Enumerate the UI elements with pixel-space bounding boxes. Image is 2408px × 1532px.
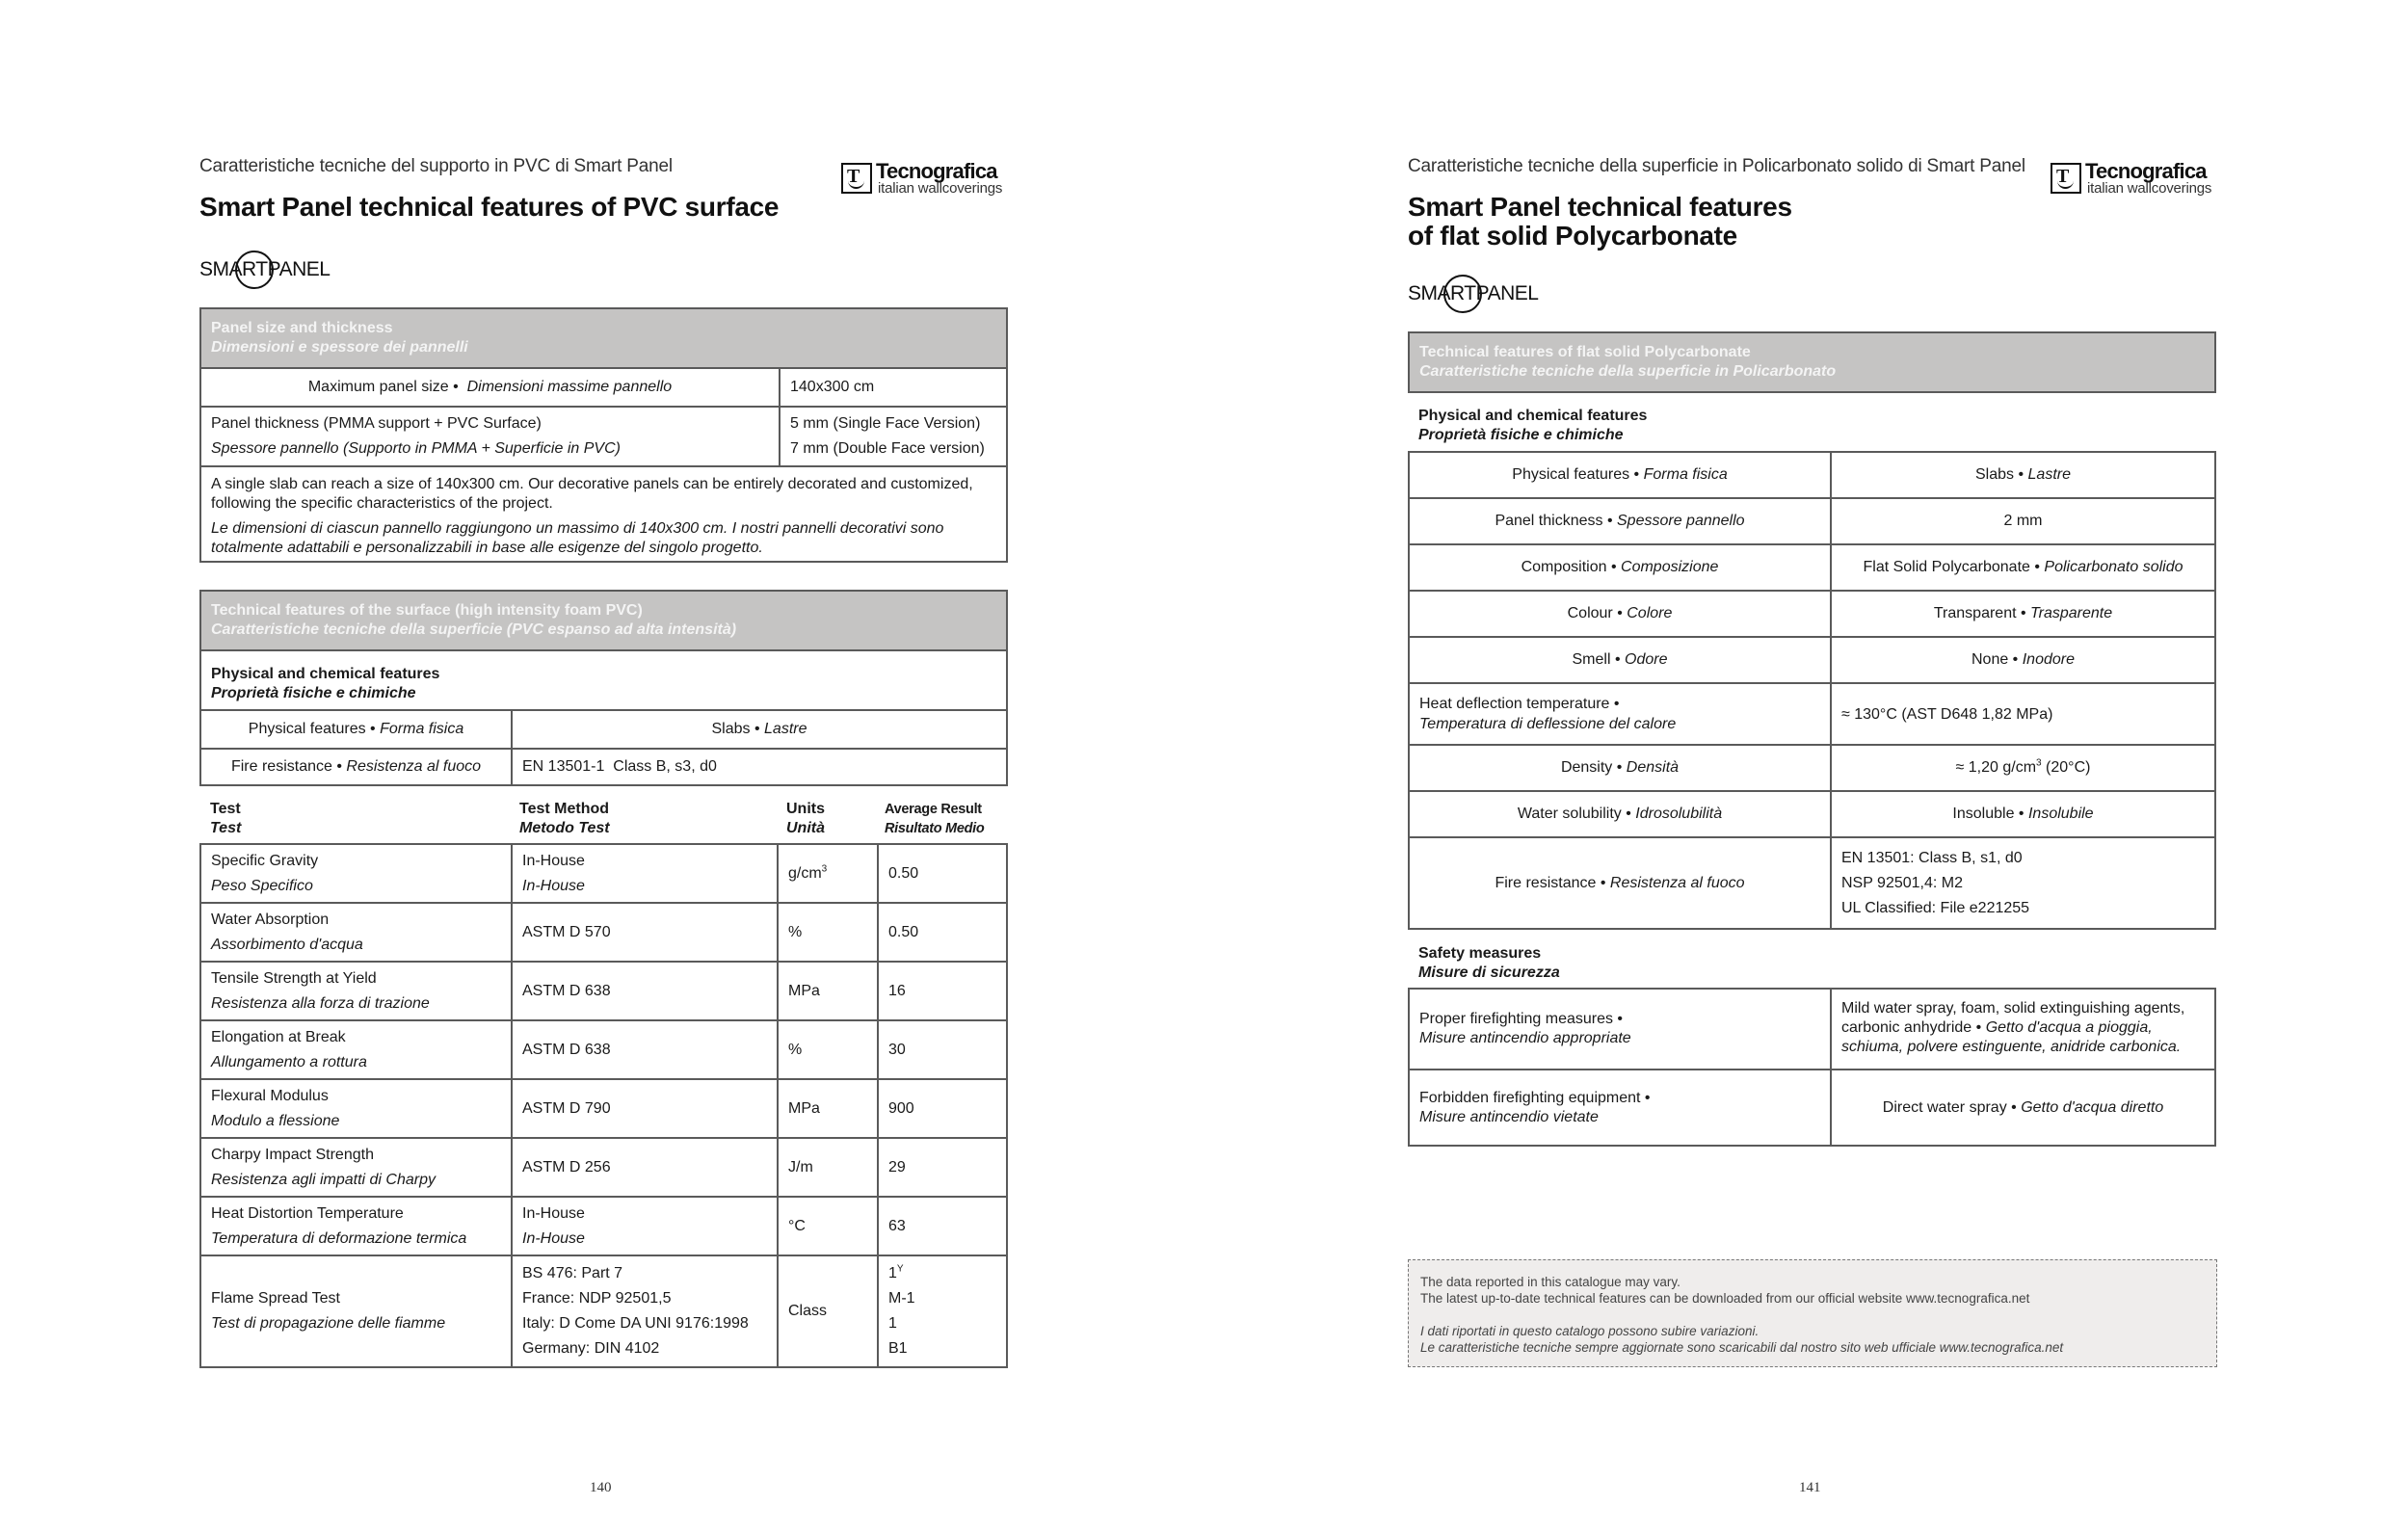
disclaimer-box: [1408, 1259, 2217, 1367]
value-it: Getto d'acqua a pioggia, schiuma, polvere estinguente, anidride carbonica.: [1841, 1019, 2182, 1055]
test-en: Elongation at Break: [211, 1028, 346, 1045]
value-it: Lastre: [764, 721, 807, 737]
method: Germany: DIN 4102: [522, 1340, 660, 1357]
label-en: Density •: [1560, 759, 1623, 776]
value: UL Classified: File e221255: [1841, 899, 2030, 916]
label-en: Panel thickness •: [1495, 513, 1613, 529]
disclaimer-it: Le caratteristiche tecniche sempre aggiornate sono scaricabili dal nostro sito web ufficiale www.tecnografica.net: [1420, 1340, 2064, 1355]
col-en: Average Result: [885, 802, 982, 817]
section-label: [211, 665, 439, 703]
result: 1: [888, 1315, 897, 1332]
label-en: Forbidden firefighting equipment •: [1419, 1089, 1651, 1106]
table-row: [1410, 744, 2214, 790]
value: NSP 92501,4: M2: [1841, 874, 1964, 891]
result: M-1: [888, 1290, 915, 1307]
method: In-House: [522, 1229, 585, 1247]
surface-table: [199, 590, 1008, 786]
test-it: Resistenza alla forza di trazione: [211, 994, 430, 1012]
value-en: 2 mm: [2003, 513, 2043, 529]
method: Italy: D Come DA UNI 9176:1998: [522, 1315, 749, 1332]
panel-size-table: [199, 307, 1008, 563]
label-en: Proper firefighting measures •: [1419, 1011, 1624, 1027]
method: ASTM D 256: [522, 1158, 611, 1175]
value-superscript: 3: [2036, 757, 2042, 769]
label-en: Water solubility •: [1517, 806, 1631, 822]
test-it: Test di propagazione delle fiamme: [211, 1315, 446, 1332]
method: In-House: [522, 1204, 585, 1222]
section-it: Misure di sicurezza: [1418, 964, 1560, 981]
polycarbonate-properties-table: [1408, 451, 2216, 930]
label-it: Spessore pannello: [1617, 513, 1745, 529]
table-row: [1410, 451, 2214, 497]
result: 30: [888, 1041, 906, 1058]
table-note-row: [201, 465, 1006, 561]
brand-tagline: italian wallcoverings: [2087, 180, 2212, 197]
unit: Class: [788, 1303, 828, 1319]
smartpanel-logo: [199, 251, 334, 289]
table-header: [201, 309, 1006, 369]
test-it: Allungamento a rottura: [211, 1053, 367, 1070]
unit: g/cm: [788, 864, 822, 882]
table-row: [201, 406, 1006, 465]
label-en: Panel thickness (PMMA support + PVC Surface): [211, 415, 542, 432]
value-en: Transparent •: [1933, 605, 2026, 621]
unit: %: [788, 1041, 803, 1058]
table-row: [201, 1196, 1006, 1255]
header-en: Technical features of the surface (high intensity foam PVC): [211, 602, 643, 619]
value: EN 13501-1 Class B, s3, d0: [522, 758, 717, 775]
logo-part: PANEL: [267, 258, 331, 280]
tests-table: [199, 843, 1008, 1368]
test-it: Peso Specifico: [211, 877, 313, 894]
unit: MPa: [788, 1099, 820, 1117]
label-it: Forma fisica: [380, 721, 464, 737]
page-subtitle: Caratteristiche tecniche del supporto in PVC di Smart Panel: [199, 156, 673, 176]
value-it: Trasparente: [2030, 605, 2113, 621]
unit-superscript: 3: [821, 863, 828, 875]
label-it: Resistenza al fuoco: [1609, 874, 1745, 891]
brand-name: Tecnografica: [876, 159, 997, 183]
tecnografica-logo: [841, 159, 1010, 198]
tecnografica-mark-icon: T: [2051, 163, 2081, 194]
smartpanel-logo: [1408, 275, 1543, 313]
section-en: Safety measures: [1418, 945, 1542, 962]
result: B1: [888, 1340, 908, 1357]
header-it: Dimensioni e spessore dei pannelli: [211, 339, 468, 356]
table-row: [201, 1019, 1006, 1078]
result: 16: [888, 982, 906, 999]
result: 900: [888, 1099, 914, 1117]
logo-part: ART: [228, 258, 268, 280]
value-it: Getto d'acqua diretto: [2021, 1098, 2164, 1116]
label-it: Resistenza al fuoco: [346, 758, 482, 775]
logo-part: SM: [1408, 282, 1438, 304]
value: 5 mm (Single Face Version): [790, 415, 981, 432]
test-en: Specific Gravity: [211, 852, 319, 869]
column-header-result: [885, 800, 984, 838]
col-it: Test: [210, 820, 242, 836]
method: France: NDP 92501,5: [522, 1290, 672, 1307]
section-en: Physical and chemical features: [211, 666, 440, 682]
value-it: Insolubile: [2027, 806, 2094, 822]
table-row: [1410, 497, 2214, 543]
method: ASTM D 638: [522, 1041, 611, 1058]
value: ≈ 1,20 g/cm: [1955, 759, 2037, 776]
header-it: Caratteristiche tecniche della superficie (PVC espanso ad alta intensità): [211, 621, 737, 638]
label-en: Physical features •: [248, 721, 376, 737]
test-it: Modulo a flessione: [211, 1112, 340, 1129]
test-en: Heat Distortion Temperature: [211, 1204, 404, 1222]
table-row: [201, 1078, 1006, 1137]
table-row: [1410, 790, 2214, 836]
unit: %: [788, 923, 803, 940]
label-it: Dimensioni massime pannello: [466, 379, 673, 395]
logo-part: SM: [199, 258, 229, 280]
value: (20°C): [2041, 759, 2091, 776]
tecnografica-logo: [2051, 159, 2219, 198]
result: 1: [888, 1265, 897, 1281]
method: ASTM D 638: [522, 982, 611, 999]
safety-table: [1408, 988, 2216, 1147]
logo-part: ART: [1437, 282, 1476, 304]
disclaimer-en: The data reported in this catalogue may vary.: [1420, 1275, 1680, 1289]
col-en: Test Method: [519, 801, 610, 817]
col-it: Metodo Test: [519, 820, 610, 836]
label-it: Densità: [1626, 759, 1680, 776]
label-it: Odore: [1625, 651, 1668, 668]
note-en: A single slab can reach a size of 140x300 cm. Our decorative panels can be entirely decorated and customized, following the specific characteristics of the project.: [211, 476, 973, 512]
label-it: Temperatura di deflessione del calore: [1419, 716, 1677, 732]
value-it: Policarbonato solido: [2044, 559, 2183, 575]
column-header-test: [210, 800, 241, 838]
page-number: 140: [590, 1480, 612, 1495]
table-row: [201, 367, 1006, 406]
safety-section-label: [1418, 944, 1560, 983]
label-it: Forma fisica: [1643, 466, 1728, 483]
value: 7 mm (Double Face version): [790, 440, 985, 457]
test-it: Temperatura di deformazione termica: [211, 1229, 467, 1247]
tecnografica-mark-icon: T: [841, 163, 872, 194]
column-header-method: [519, 800, 610, 838]
method: In-House: [522, 852, 585, 869]
label-it: Spessore pannello (Supporto in PMMA + Superficie in PVC): [211, 440, 621, 457]
table-header: [201, 592, 1006, 651]
unit: J/m: [788, 1158, 813, 1175]
label-it: Misure antincendio vietate: [1419, 1108, 1599, 1125]
table-row: [1410, 1069, 2214, 1145]
test-it: Resistenza agli impatti di Charpy: [211, 1171, 436, 1188]
test-en: Charpy Impact Strength: [211, 1146, 374, 1163]
table-row: [201, 902, 1006, 961]
label-it: Composizione: [1621, 559, 1719, 575]
test-en: Flexural Modulus: [211, 1087, 329, 1104]
col-it: Unità: [786, 820, 825, 836]
table-row: [201, 843, 1006, 902]
column-header-units: [786, 800, 825, 838]
polycarbonate-table-header: [1408, 331, 2216, 393]
page-number: 141: [1799, 1480, 1821, 1495]
table-row: [1410, 590, 2214, 636]
label-it: Misure antincendio appropriate: [1419, 1030, 1631, 1046]
page-subtitle: Caratteristiche tecniche della superficie in Policarbonato solido di Smart Panel: [1408, 156, 2025, 176]
section-en: Physical and chemical features: [1418, 408, 1648, 424]
method: BS 476: Part 7: [522, 1265, 623, 1281]
method: In-House: [522, 877, 585, 894]
table-row: [201, 709, 1006, 748]
table-header: [1410, 333, 2214, 391]
disclaimer-it: I dati riportati in questo catalogo possono subire variazioni.: [1420, 1324, 1760, 1338]
title-line: of flat solid Polycarbonate: [1408, 221, 1737, 251]
note-it: Le dimensioni di ciascun pannello raggiungono un massimo di 140x300 cm. I nostri pannelli decorativi sono totalmente adattabili e personalizzabili in base alle esigenze del singolo progetto.: [211, 520, 944, 556]
value: 140x300 cm: [790, 379, 875, 395]
disclaimer-en: The latest up-to-date technical features can be downloaded from our official website www.tecnografica.net: [1420, 1291, 2030, 1306]
col-it: Risultato Medio: [885, 821, 985, 836]
test-it: Assorbimento d'acqua: [211, 936, 363, 953]
result: 0.50: [888, 923, 919, 940]
table-row: [201, 1137, 1006, 1196]
unit: MPa: [788, 982, 820, 999]
table-row: [1410, 636, 2214, 682]
col-en: Units: [786, 801, 825, 817]
page-title: [1408, 193, 1792, 251]
value-en: ≈ 130°C (AST D648 1,82 MPa): [1841, 705, 2053, 723]
value: EN 13501: Class B, s1, d0: [1841, 849, 2023, 866]
table-row: [201, 961, 1006, 1019]
title-line: Smart Panel technical features: [1408, 192, 1792, 222]
label-en: Maximum panel size •: [307, 379, 459, 395]
method: ASTM D 570: [522, 923, 611, 940]
label-en: Composition •: [1521, 559, 1617, 575]
result: 0.50: [888, 864, 919, 882]
header-en: Technical features of flat solid Polycarbonate: [1419, 344, 1751, 360]
brand-name: Tecnografica: [2085, 159, 2207, 183]
table-row: [1410, 836, 2214, 928]
table-row: [1410, 682, 2214, 744]
value-en: Slabs •: [711, 721, 760, 737]
result: 63: [888, 1217, 906, 1234]
col-en: Test: [210, 801, 241, 817]
table-row: [1410, 990, 2214, 1069]
value-en: Slabs •: [1975, 466, 2024, 483]
value-en: Mild water spray, foam, solid extinguishing agents, carbonic anhydride •: [1841, 1000, 2185, 1036]
method: ASTM D 790: [522, 1099, 611, 1117]
section-label: [1418, 407, 1647, 445]
logo-part: PANEL: [1475, 282, 1539, 304]
header-it: Caratteristiche tecniche della superficie in Policarbonato: [1419, 363, 1837, 380]
value-it: Inodore: [2022, 651, 2075, 668]
table-row: [1410, 543, 2214, 590]
result-superscript: Y: [896, 1263, 904, 1275]
value-en: Insoluble •: [1952, 806, 2024, 822]
test-en: Tensile Strength at Yield: [211, 969, 377, 987]
header-en: Panel size and thickness: [211, 320, 393, 336]
label-en: Smell •: [1572, 651, 1621, 668]
label-en: Fire resistance •: [230, 758, 342, 775]
brand-tagline: italian wallcoverings: [878, 180, 1003, 197]
table-row: [201, 1255, 1006, 1366]
test-en: Flame Spread Test: [211, 1290, 340, 1307]
page-title: Smart Panel technical features of PVC surface: [199, 192, 780, 222]
label-it: Colore: [1627, 605, 1673, 621]
value-en: Direct water spray •: [1882, 1098, 2017, 1116]
label-en: Colour •: [1567, 605, 1623, 621]
section-it: Proprietà fisiche e chimiche: [211, 685, 416, 701]
label-en: Physical features •: [1512, 466, 1640, 483]
test-en: Water Absorption: [211, 911, 330, 928]
label-it: Idrosolubilità: [1635, 806, 1723, 822]
value-en: None •: [1971, 651, 2019, 668]
value-en: Flat Solid Polycarbonate •: [1863, 559, 2040, 575]
table-row: [201, 748, 1006, 784]
value-it: Lastre: [2027, 466, 2071, 483]
section-it: Proprietà fisiche e chimiche: [1418, 427, 1624, 443]
result: 29: [888, 1158, 906, 1175]
label-en: Heat deflection temperature •: [1419, 696, 1620, 712]
label-en: Fire resistance •: [1495, 874, 1606, 891]
unit: °C: [788, 1217, 806, 1234]
